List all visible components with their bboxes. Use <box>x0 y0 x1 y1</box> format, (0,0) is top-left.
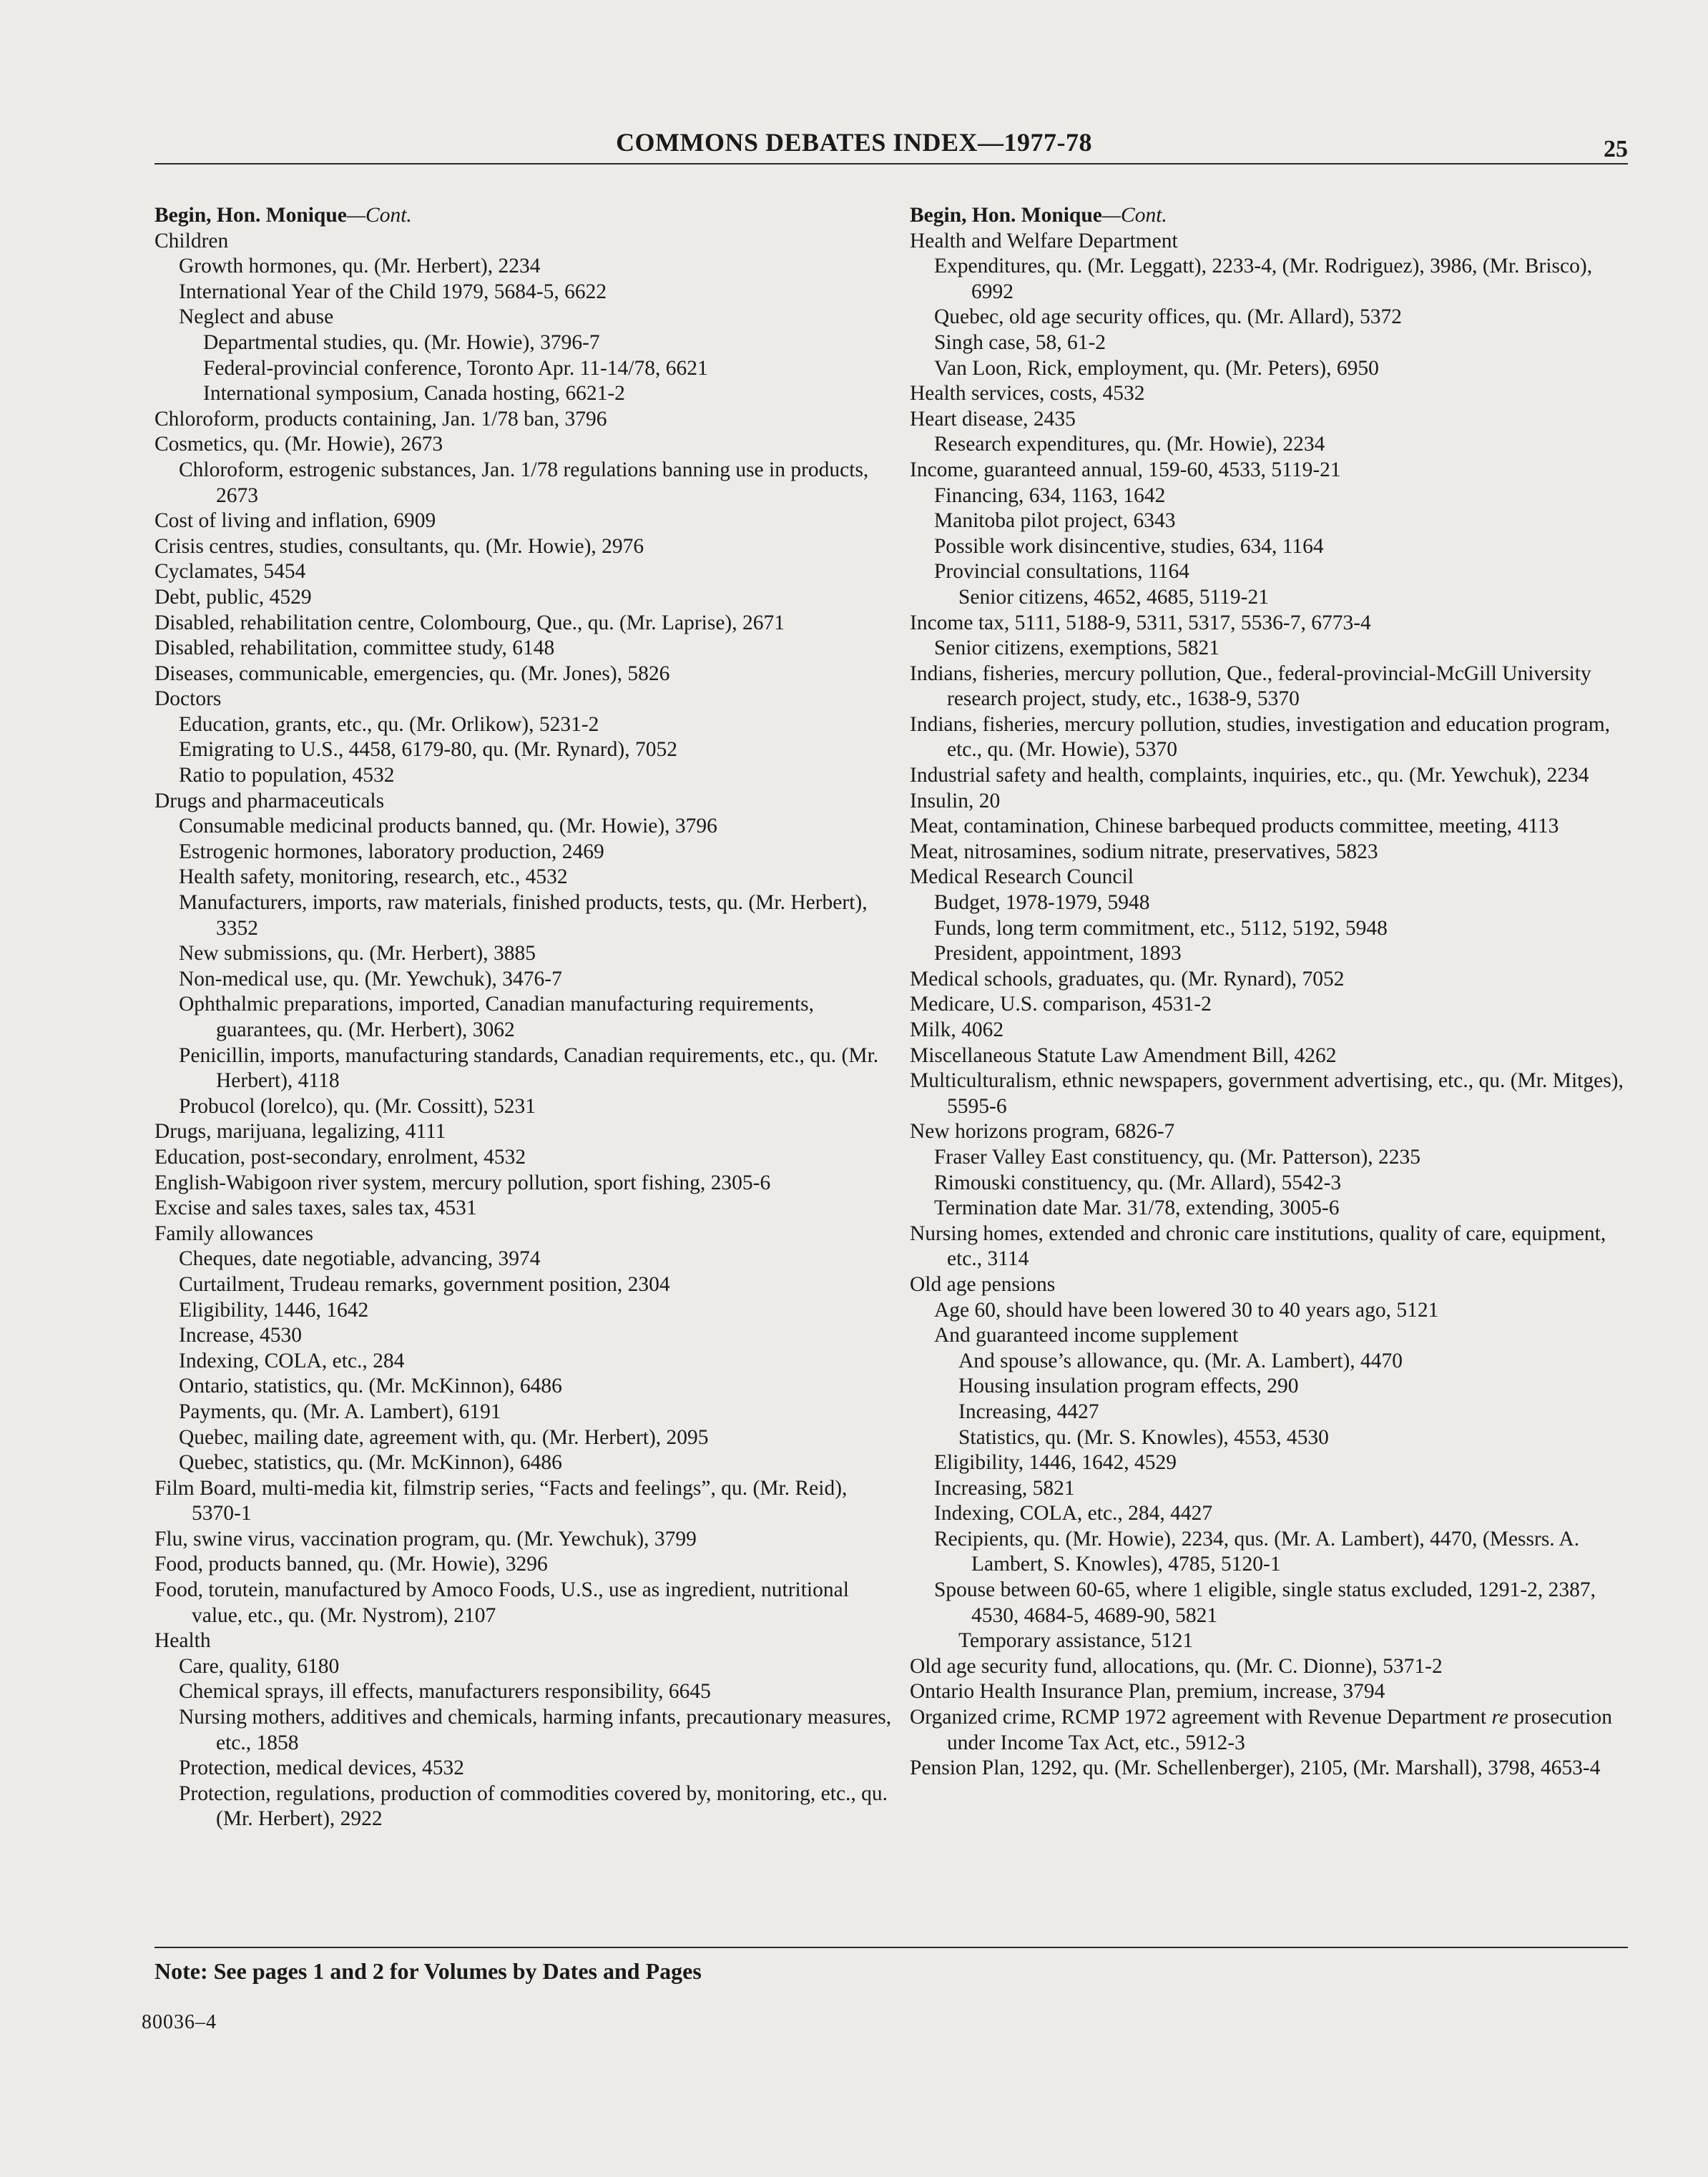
index-entry: Budget, 1978-1979, 5948 <box>934 891 1150 915</box>
index-entry: Food, products banned, qu. (Mr. Howie), 3296 <box>154 1553 548 1576</box>
index-entry: Medicare, U.S. comparison, 4531-2 <box>910 993 1212 1016</box>
index-entry: Food, torutein, manufactured by Amoco Foods, U.S., use as ingredient, nutritional value, etc., qu. (Mr. Nystrom), 2107 <box>154 1578 849 1627</box>
heading-cont: —Cont. <box>346 204 412 227</box>
left-column <box>154 203 898 1832</box>
index-entry: Indexing, COLA, etc., 284 <box>179 1349 405 1372</box>
index-entry: Curtailment, Trudeau remarks, government position, 2304 <box>179 1272 670 1296</box>
index-entry: Chemical sprays, ill effects, manufacturers responsibility, 6645 <box>179 1680 711 1704</box>
index-entry: Protection, regulations, production of commodities covered by, monitoring, etc., qu. (Mr. Herbert), 2922 <box>179 1782 888 1831</box>
footer-code: 80036–4 <box>142 2011 217 2033</box>
index-entries <box>154 229 898 1832</box>
index-entry: Financing, 634, 1163, 1642 <box>934 483 1166 507</box>
index-entry: Rimouski constituency, qu. (Mr. Allard), 5542-3 <box>934 1171 1342 1194</box>
index-entry: Possible work disincentive, studies, 634, 1164 <box>934 534 1324 558</box>
index-entry: Indians, fisheries, mercury pollution, studies, investigation and education program, etc., qu. (Mr. Howie), 5370 <box>910 712 1611 762</box>
index-entry: Film Board, multi-media kit, filmstrip series, “Facts and feelings”, qu. (Mr. Reid), 5370-1 <box>154 1476 848 1525</box>
index-entry: Eligibility, 1446, 1642 <box>179 1298 369 1322</box>
index-entry: Medical Research Council <box>910 865 1134 889</box>
index-entry: Cosmetics, qu. (Mr. Howie), 2673 <box>154 433 443 456</box>
index-entry: International Year of the Child 1979, 5684-5, 6622 <box>179 280 607 303</box>
index-entry: Increasing, 4427 <box>958 1400 1099 1423</box>
index-entry: Protection, medical devices, 4532 <box>179 1756 464 1780</box>
index-entry: Cost of living and inflation, 6909 <box>154 509 436 533</box>
heading-cont: —Cont. <box>1101 204 1167 227</box>
index-entry: President, appointment, 1893 <box>934 942 1182 965</box>
index-entry: Drugs, marijuana, legalizing, 4111 <box>154 1120 446 1144</box>
index-entry: Termination date Mar. 31/78, extending, 3005-6 <box>934 1196 1340 1220</box>
header-rule <box>154 163 1628 164</box>
index-entry: International symposium, Canada hosting, 6621-2 <box>203 382 625 406</box>
index-entry: Nursing mothers, additives and chemicals, harming infants, precautionary measures, etc., 1858 <box>179 1706 892 1754</box>
index-entry: Neglect and abuse <box>179 305 334 329</box>
index-entry: Disabled, rehabilitation, committee study, 6148 <box>154 637 555 660</box>
index-entry: Health safety, monitoring, research, etc., 4532 <box>179 865 568 889</box>
index-entry: Eligibility, 1446, 1642, 4529 <box>934 1451 1177 1475</box>
index-entry: Quebec, mailing date, agreement with, qu. (Mr. Herbert), 2095 <box>179 1425 709 1449</box>
index-entry: Income, guaranteed annual, 159-60, 4533, 5119-21 <box>910 458 1341 481</box>
index-entry: Quebec, old age security offices, qu. (Mr. Allard), 5372 <box>934 305 1403 329</box>
index-entry: Insulin, 20 <box>910 789 1001 812</box>
heading-name: Begin, Hon. Monique <box>154 204 347 227</box>
index-entry: Education, grants, etc., qu. (Mr. Orlikow), 5231-2 <box>179 712 599 736</box>
index-entry: Penicillin, imports, manufacturing standards, Canadian requirements, etc., qu. (Mr. Herbert), 4118 <box>179 1043 879 1093</box>
index-entry: Spouse between 60-65, where 1 eligible, single status excluded, 1291-2, 2387, 4530, 4684-5, 4689-90, 5821 <box>934 1578 1596 1627</box>
index-entry: Manufacturers, imports, raw materials, finished products, tests, qu. (Mr. Herbert), 3352 <box>179 891 868 940</box>
page-title: COMMONS DEBATES INDEX—1977-78 <box>616 128 1092 157</box>
index-entry: Ontario, statistics, qu. (Mr. McKinnon), 6486 <box>179 1375 562 1398</box>
index-entry: Milk, 4062 <box>910 1018 1004 1041</box>
index-entry: Nursing homes, extended and chronic care institutions, quality of care, equipment, etc., 3114 <box>910 1222 1606 1271</box>
index-entry: Drugs and pharmaceuticals <box>154 789 385 812</box>
index-entry: Education, post-secondary, enrolment, 4532 <box>154 1145 526 1169</box>
index-entry: Fraser Valley East constituency, qu. (Mr. Patterson), 2235 <box>934 1145 1421 1169</box>
index-entry: Provincial consultations, 1164 <box>934 560 1189 584</box>
index-entry: New horizons program, 6826-7 <box>910 1120 1175 1144</box>
index-entry: Family allowances <box>154 1222 314 1245</box>
index-entry: And guaranteed income supplement <box>934 1324 1239 1347</box>
index-entry: Debt, public, 4529 <box>154 585 312 609</box>
index-entry: Ratio to population, 4532 <box>179 764 395 787</box>
index-entry: Chloroform, estrogenic substances, Jan. 1/78 regulations banning use in products, 2673 <box>179 458 869 507</box>
index-entry: Care, quality, 6180 <box>179 1654 340 1678</box>
index-entry: And spouse’s allowance, qu. (Mr. A. Lambert), 4470 <box>958 1349 1403 1372</box>
index-entry: Temporary assistance, 5121 <box>958 1629 1194 1653</box>
index-entry: Excise and sales taxes, sales tax, 4531 <box>154 1196 477 1220</box>
index-entry: Probucol (lorelco), qu. (Mr. Cossitt), 5231 <box>179 1094 536 1118</box>
index-entry: Medical schools, graduates, qu. (Mr. Rynard), 7052 <box>910 967 1345 991</box>
index-entry: Old age security fund, allocations, qu. (Mr. C. Dionne), 5371-2 <box>910 1654 1443 1678</box>
index-entry: Industrial safety and health, complaints, inquiries, etc., qu. (Mr. Yewchuk), 2234 <box>910 764 1589 787</box>
index-entry: New submissions, qu. (Mr. Herbert), 3885 <box>179 942 536 965</box>
index-entry: Van Loon, Rick, employment, qu. (Mr. Peters), 6950 <box>934 356 1379 380</box>
footer-note: Note: See pages 1 and 2 for Volumes by Dates and Pages <box>154 1958 702 1984</box>
index-entry: Funds, long term commitment, etc., 5112, 5192, 5948 <box>934 916 1388 940</box>
right-column <box>910 203 1632 1782</box>
index-entry: Cheques, date negotiable, advancing, 3974 <box>179 1247 541 1271</box>
column-heading <box>910 203 1632 229</box>
heading-name: Begin, Hon. Monique <box>910 204 1102 227</box>
index-entry: Doctors <box>154 687 222 711</box>
index-entry: English-Wabigoon river system, mercury pollution, sport fishing, 2305-6 <box>154 1171 771 1194</box>
index-entry: Children <box>154 229 229 252</box>
index-entry: Age 60, should have been lowered 30 to 40 years ago, 5121 <box>934 1298 1439 1322</box>
index-entry: Income tax, 5111, 5188-9, 5311, 5317, 5536-7, 6773-4 <box>910 611 1371 634</box>
index-entry: Quebec, statistics, qu. (Mr. McKinnon), 6486 <box>179 1451 562 1475</box>
index-entry: Chloroform, products containing, Jan. 1/78 ban, 3796 <box>154 407 607 431</box>
index-entry: Flu, swine virus, vaccination program, qu. (Mr. Yewchuk), 3799 <box>154 1527 697 1551</box>
index-entry: Recipients, qu. (Mr. Howie), 2234, qus. (Mr. A. Lambert), 4470, (Messrs. A. Lambert, S. Knowles), 4785, 5120-1 <box>934 1527 1580 1576</box>
index-entry: Estrogenic hormones, laboratory production, 2469 <box>179 840 604 863</box>
index-entry: Research expenditures, qu. (Mr. Howie), 2234 <box>934 433 1325 456</box>
column-heading <box>154 203 898 229</box>
index-entry: Meat, nitrosamines, sodium nitrate, preservatives, 5823 <box>910 840 1378 863</box>
index-entry: Senior citizens, 4652, 4685, 5119-21 <box>958 585 1269 609</box>
index-entry: Disabled, rehabilitation centre, Colombourg, Que., qu. (Mr. Laprise), 2671 <box>154 611 785 634</box>
index-entry: Increase, 4530 <box>179 1324 303 1347</box>
index-entry: Departmental studies, qu. (Mr. Howie), 3796-7 <box>203 330 600 354</box>
index-entry: Senior citizens, exemptions, 5821 <box>934 637 1219 660</box>
index-entry: Diseases, communicable, emergencies, qu. (Mr. Jones), 5826 <box>154 662 670 685</box>
index-entry: Ontario Health Insurance Plan, premium, increase, 3794 <box>910 1680 1385 1704</box>
index-entry: Miscellaneous Statute Law Amendment Bill, 4262 <box>910 1043 1337 1067</box>
index-entry: Ophthalmic preparations, imported, Canadian manufacturing requirements, guarantees, qu. (Mr. Herbert), 3062 <box>179 993 814 1041</box>
index-entry: Cyclamates, 5454 <box>154 560 306 584</box>
index-entry: Heart disease, 2435 <box>910 407 1076 431</box>
index-entry: Old age pensions <box>910 1272 1056 1296</box>
index-entry: Pension Plan, 1292, qu. (Mr. Schellenberger), 2105, (Mr. Marshall), 3798, 4653-4 <box>910 1756 1601 1780</box>
index-entry: Housing insulation program effects, 290 <box>958 1375 1299 1398</box>
index-entry: Non-medical use, qu. (Mr. Yewchuk), 3476-7 <box>179 967 562 991</box>
index-entry: Emigrating to U.S., 4458, 6179-80, qu. (Mr. Rynard), 7052 <box>179 738 677 762</box>
index-entry: Increasing, 5821 <box>934 1476 1075 1500</box>
index-entry: Consumable medicinal products banned, qu. (Mr. Howie), 3796 <box>179 815 717 838</box>
index-entry: Federal-provincial conference, Toronto Apr. 11-14/78, 6621 <box>203 356 708 380</box>
index-entry: Crisis centres, studies, consultants, qu. (Mr. Howie), 2976 <box>154 534 644 558</box>
index-entry: Health <box>154 1629 211 1653</box>
index-entry: Indexing, COLA, etc., 284, 4427 <box>934 1502 1213 1525</box>
index-entry: Manitoba pilot project, 6343 <box>934 509 1176 533</box>
index-entry: Meat, contamination, Chinese barbequed products committee, meeting, 4113 <box>910 815 1559 838</box>
index-entry: Expenditures, qu. (Mr. Leggatt), 2233-4, (Mr. Rodriguez), 3986, (Mr. Brisco), 6992 <box>934 255 1593 303</box>
index-entry: Organized crime, RCMP 1972 agreement with Revenue Department re prosecution under Income Tax Act, etc., 5912-3 <box>910 1706 1612 1754</box>
index-entry: Growth hormones, qu. (Mr. Herbert), 2234 <box>179 255 541 278</box>
footer-rule <box>154 1947 1628 1948</box>
index-entry: Multiculturalism, ethnic newspapers, government advertising, etc., qu. (Mr. Mitges), 5595-6 <box>910 1069 1624 1118</box>
index-entry: Singh case, 58, 61-2 <box>934 330 1106 354</box>
index-entry: Statistics, qu. (Mr. S. Knowles), 4553, 4530 <box>958 1425 1329 1449</box>
index-entry: Health services, costs, 4532 <box>910 382 1145 406</box>
index-entries <box>910 229 1632 1782</box>
index-entry: Payments, qu. (Mr. A. Lambert), 6191 <box>179 1400 501 1423</box>
page-number: 25 <box>1604 136 1628 162</box>
index-entry: Health and Welfare Department <box>910 229 1178 252</box>
index-entry: Indians, fisheries, mercury pollution, Que., federal-provincial-McGill University research project, study, etc., 1638-9, 5370 <box>910 662 1591 711</box>
